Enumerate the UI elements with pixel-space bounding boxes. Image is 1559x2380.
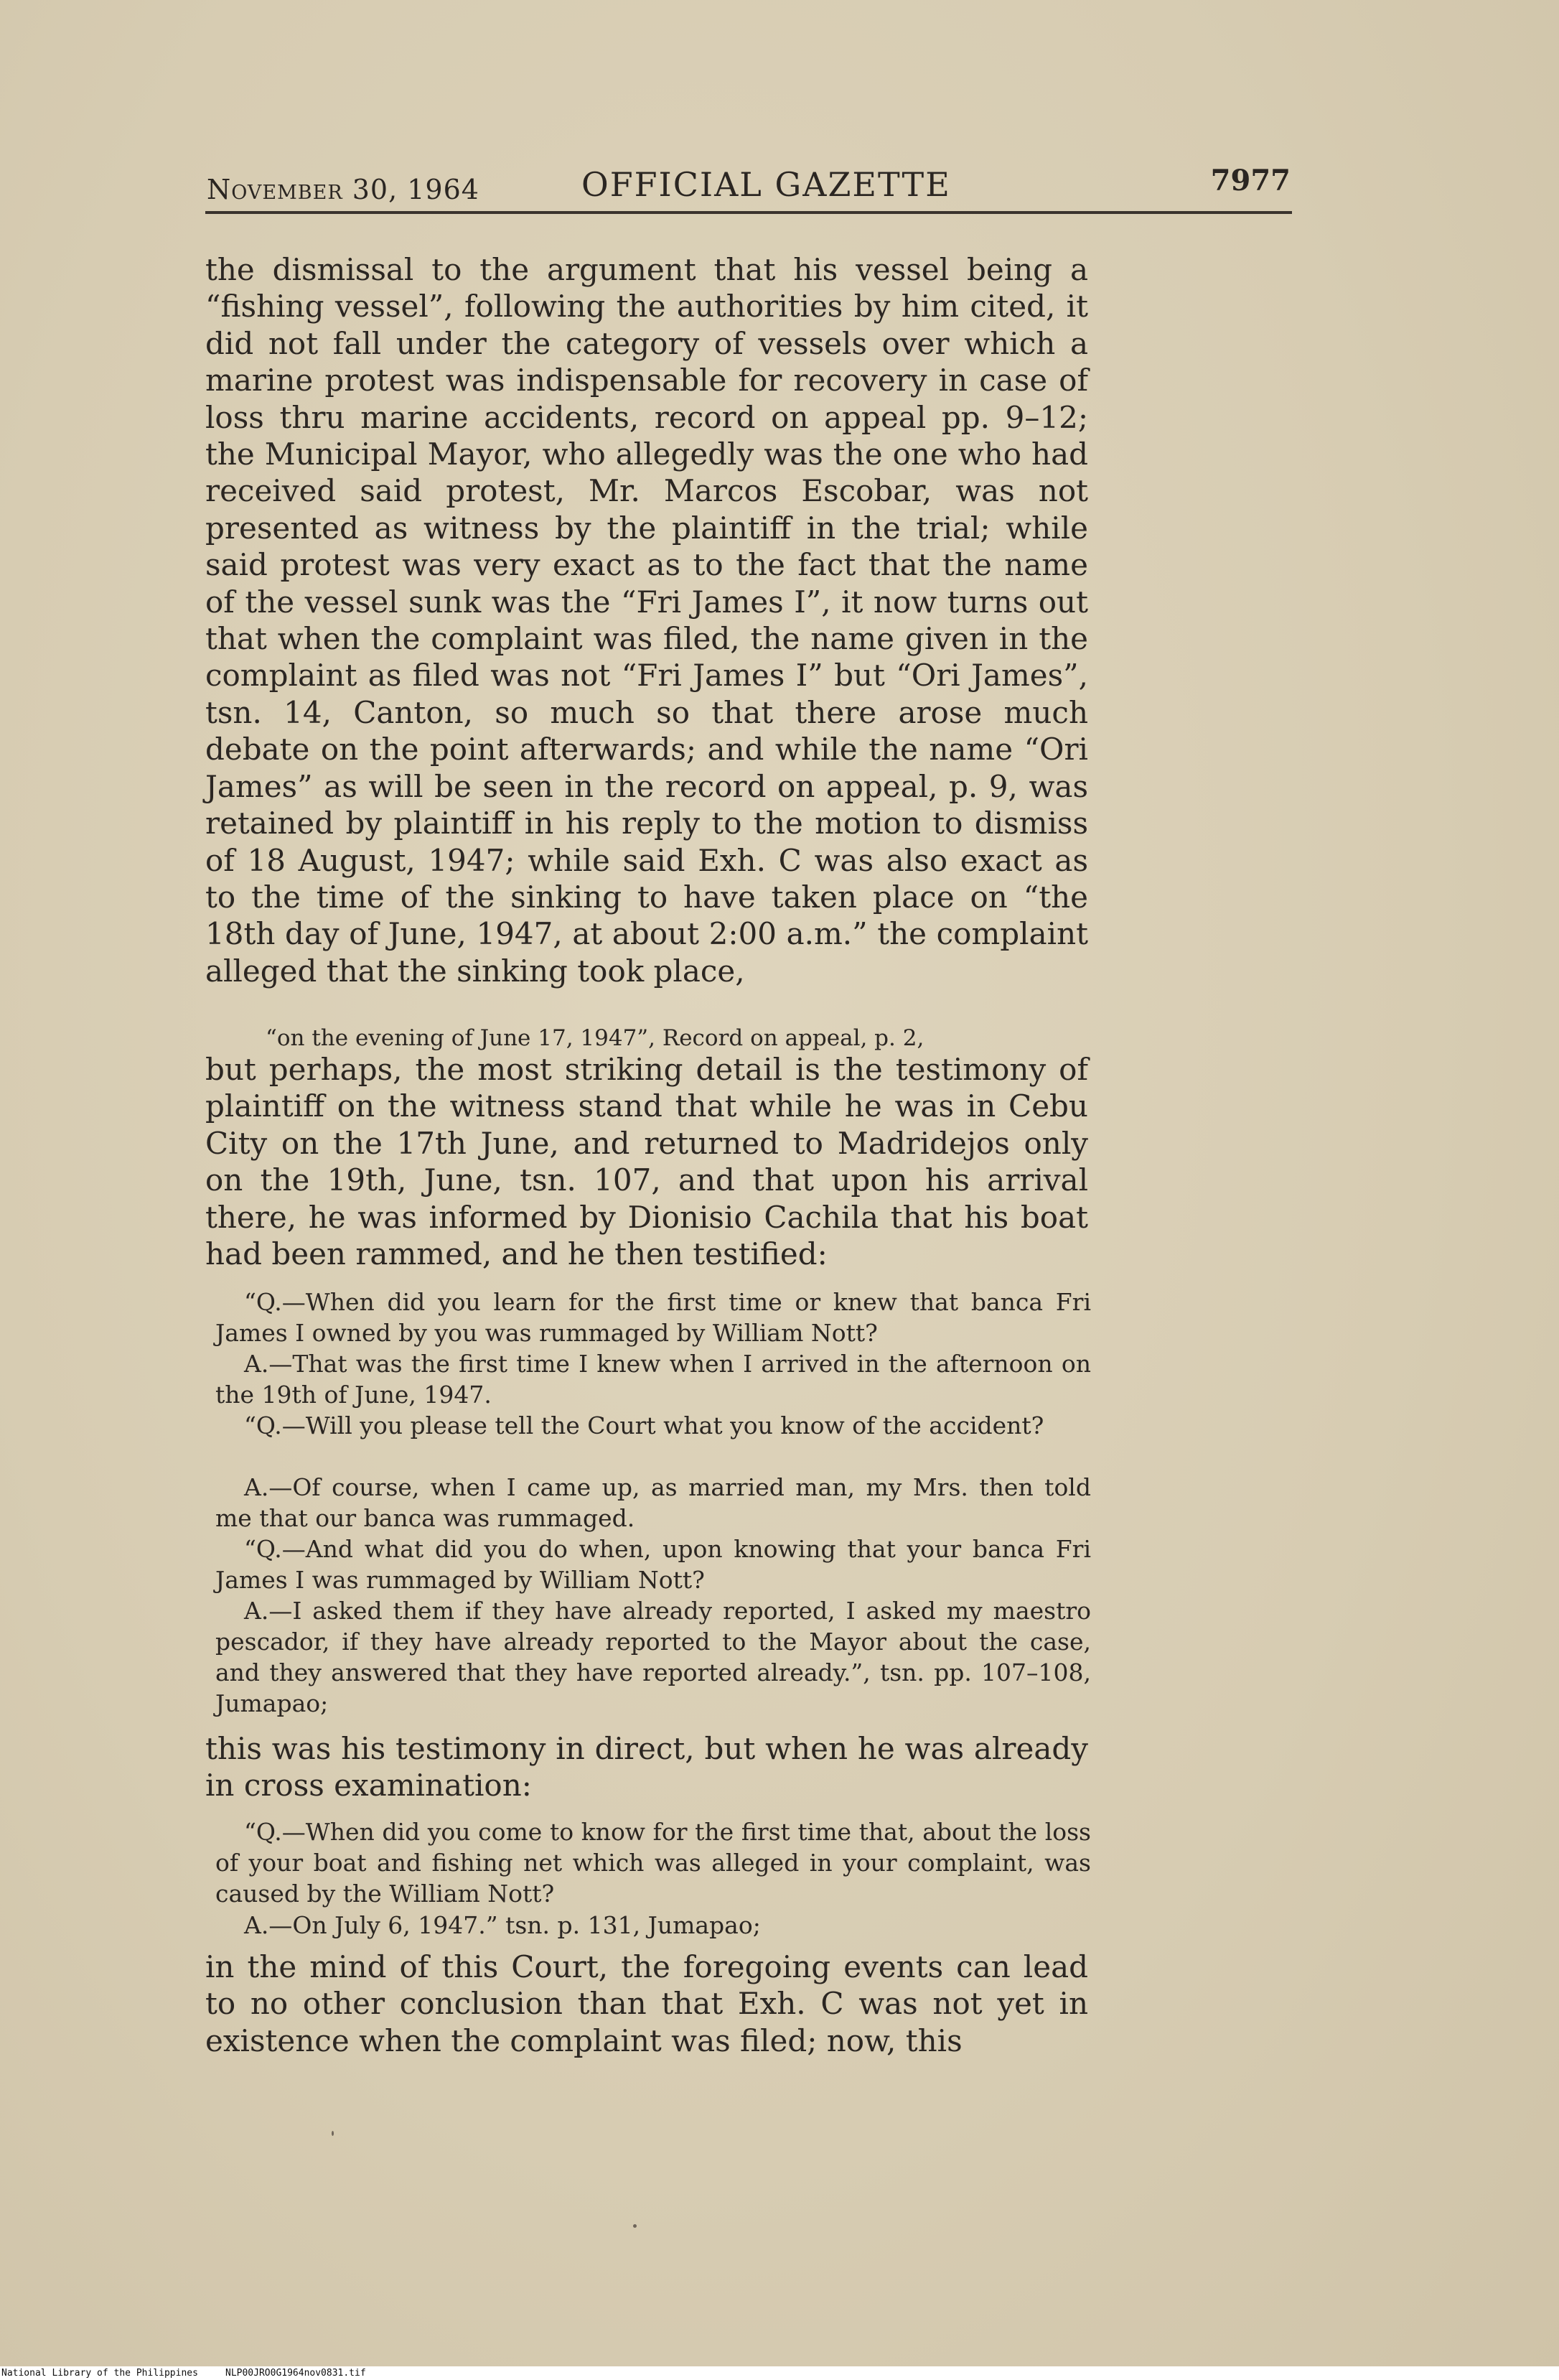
footer-library: National Library of the Philippines	[1, 2368, 198, 2379]
header-date: November 30, 1964	[207, 174, 479, 205]
header-title: OFFICIAL GAZETTE	[581, 165, 951, 204]
page-number: 7977	[1210, 164, 1291, 197]
qa-question: “Q.—And what did you do when, upon knowing that your banca Fri James I was rummaged by William Nott?	[215, 1535, 1091, 1594]
paper-speck	[633, 2224, 637, 2228]
header-rule	[205, 211, 1292, 214]
qa-answer: A.—Of course, when I came up, as married man, my Mrs. then told me that our banca was rummaged.	[215, 1473, 1091, 1532]
paper-speck	[332, 2131, 334, 2136]
paragraph-3: this was his testimony in direct, but when he was already in cross examination:	[205, 1731, 1088, 1803]
qa-question: “Q.—When did you come to know for the first time that, about the loss of your boat and fishing net which was alleged in your complaint, was caused by the William Nott?	[215, 1818, 1091, 1908]
footer-filename: NLP00JRO0G1964nov0831.tif	[225, 2368, 366, 2379]
page-header	[205, 159, 1292, 210]
qa-answer: A.—On July 6, 1947.” tsn. p. 131, Jumapao;	[244, 1911, 761, 1939]
scan-footer	[0, 2366, 1559, 2380]
qa-question: “Q.—Will you please tell the Court what you know of the accident?	[244, 1411, 1044, 1439]
paragraph-1: the dismissal to the argument that his vessel being a “fishing vessel”, following the authorities by him cited, it did not fall under the category of vessels over which a marine protest was indispensable for recovery in case of loss thru marine accidents, record on appeal pp. 9–12; the Municipal Mayor, who allegedly was the one who had received said protest, Mr. Marcos Escobar, was not presented as witness by the plaintiff in the trial; while said protest was very exact as to the fact that the name of the vessel sunk was the “Fri James I”, it now turns out that when the complaint was filed, the name given in the complaint as filed was not “Fri James I” but “Ori James”, tsn. 14, Canton, so much so that there arose much debate on the point afterwards; and while the name “Ori James” as will be seen in the record on appeal, p. 9, was retained by plaintiff in his reply to the motion to dismiss of 18 August, 1947; while said Exh. C was also exact as to the time of the sinking to have taken place on “the 18th day of June, 1947, at about 2:00 a.m.” the complaint alleged that the sinking took place,	[205, 252, 1088, 989]
qa-answer: A.—I asked them if they have already reported, I asked my maestro pescador, if they have already reported to the Mayor about the case, and they answered that they have reported already.”, tsn. pp. 107–108, Jumapao;	[215, 1597, 1091, 1717]
qa-answer: A.—That was the first time I knew when I arrived in the afternoon on the 19th of June, 1947.	[215, 1350, 1091, 1409]
quoted-record: “on the evening of June 17, 1947”, Record on appeal, p. 2,	[266, 1025, 924, 1051]
paragraph-2: but perhaps, the most striking detail is the testimony of plaintiff on the witness stand that while he was in Cebu City on the 17th June, and returned to Madridejos only on the 19th, June, tsn. 107, and that upon his arrival there, he was informed by Dionisio Cachila that his boat had been rammed, and he then testified:	[205, 1052, 1088, 1272]
qa-question: “Q.—When did you learn for the first time or knew that banca Fri James I owned by you was rummaged by William Nott?	[215, 1288, 1091, 1347]
paragraph-4: in the mind of this Court, the foregoing events can lead to no other conclusion than that Exh. C was not yet in existence when the complaint was filed; now, this	[205, 1949, 1088, 2058]
